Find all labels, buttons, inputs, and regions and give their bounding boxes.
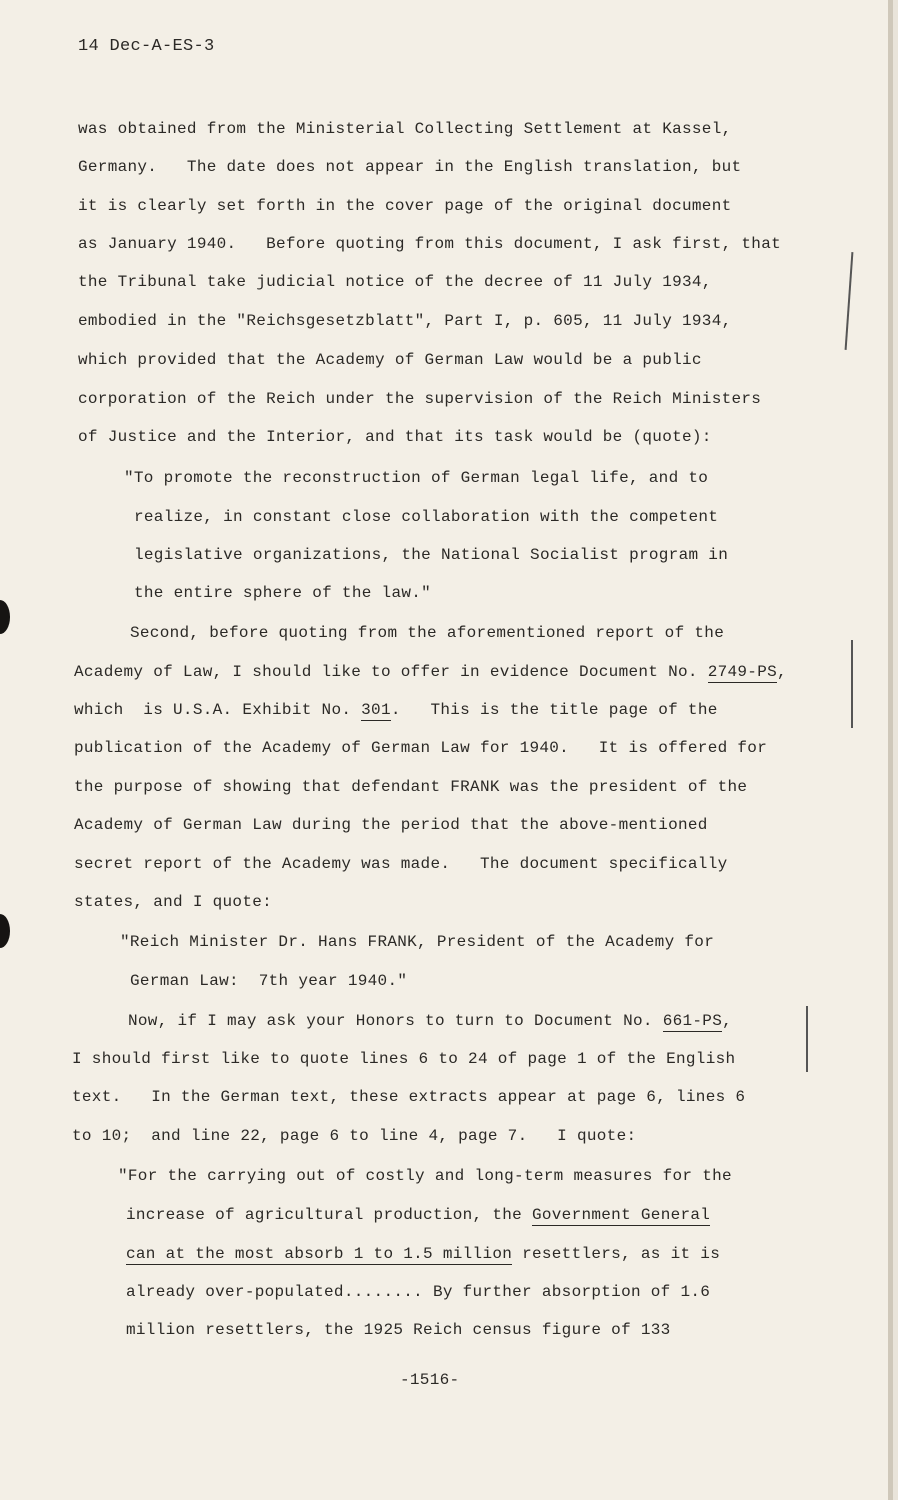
text-line: the Tribunal take judicial notice of the decree of 11 July 1934,	[78, 273, 712, 291]
quote-line: can at the most absorb 1 to 1.5 million resettlers, as it is	[126, 1245, 721, 1263]
text-line: to 10; and line 22, page 6 to line 4, page 7. I quote:	[72, 1127, 637, 1145]
text-line: was obtained from the Ministerial Collecting Settlement at Kassel,	[78, 120, 732, 138]
text-line: I should first like to quote lines 6 to 24 of page 1 of the English	[72, 1050, 736, 1068]
text-line: Second, before quoting from the aforementioned report of the	[130, 624, 725, 642]
text-line: Now, if I may ask your Honors to turn to Document No. 661-PS,	[128, 1012, 733, 1030]
text-line: secret report of the Academy was made. The document specifically	[74, 855, 728, 873]
quote-line: "To promote the reconstruction of German legal life, and to	[124, 469, 709, 487]
underlined-text: can at the most absorb 1 to 1.5 million	[126, 1245, 513, 1263]
text-line: Academy of Law, I should like to offer in evidence Document No. 2749-PS,	[74, 663, 787, 681]
quote-line: "Reich Minister Dr. Hans FRANK, President of the Academy for	[120, 933, 715, 951]
quote-line: German Law: 7th year 1940."	[130, 972, 408, 990]
text-line: corporation of the Reich under the supervision of the Reich Ministers	[78, 390, 762, 408]
margin-mark	[845, 252, 854, 350]
quote-line: "For the carrying out of costly and long-term measures for the	[118, 1167, 732, 1185]
quote-line: increase of agricultural production, the Government General	[126, 1206, 711, 1224]
text-line: which provided that the Academy of German Law would be a public	[78, 351, 702, 369]
punch-hole-bottom	[0, 914, 10, 948]
page-edge	[888, 0, 893, 1500]
quote-line: million resettlers, the 1925 Reich census figure of 133	[126, 1321, 671, 1339]
margin-mark	[806, 1006, 808, 1072]
page-number: -1516-	[400, 1371, 460, 1389]
text-line: states, and I quote:	[74, 893, 273, 911]
text-line: of Justice and the Interior, and that its task would be (quote):	[78, 428, 712, 446]
text-line: which is U.S.A. Exhibit No. 301. This is the title page of the	[74, 701, 718, 719]
text-line: text. In the German text, these extracts appear at page 6, lines 6	[72, 1088, 746, 1106]
quote-line: legislative organizations, the National Socialist program in	[134, 546, 729, 564]
text-line: it is clearly set forth in the cover page of the original document	[78, 197, 732, 215]
document-number: 661-PS	[662, 1012, 723, 1030]
margin-mark	[851, 640, 853, 728]
punch-hole-top	[0, 600, 10, 634]
document-reference: 14 Dec-A-ES-3	[78, 37, 215, 56]
text-line: the purpose of showing that defendant FRANK was the president of the	[74, 778, 748, 796]
text-line: publication of the Academy of German Law for 1940. It is offered for	[74, 739, 768, 757]
text-line: Academy of German Law during the period that the above-mentioned	[74, 816, 708, 834]
text-line: Germany. The date does not appear in the English translation, but	[78, 158, 742, 176]
exhibit-number: 301	[361, 701, 391, 719]
document-number: 2749-PS	[707, 663, 778, 681]
quote-line: already over-populated........ By further absorption of 1.6	[126, 1283, 711, 1301]
text-line: embodied in the "Reichsgesetzblatt", Part I, p. 605, 11 July 1934,	[78, 312, 732, 330]
text-line: as January 1940. Before quoting from this document, I ask first, that	[78, 235, 782, 253]
underlined-text: Government General	[531, 1206, 711, 1224]
quote-line: the entire sphere of the law."	[134, 584, 432, 602]
quote-line: realize, in constant close collaboration with the competent	[134, 508, 719, 526]
